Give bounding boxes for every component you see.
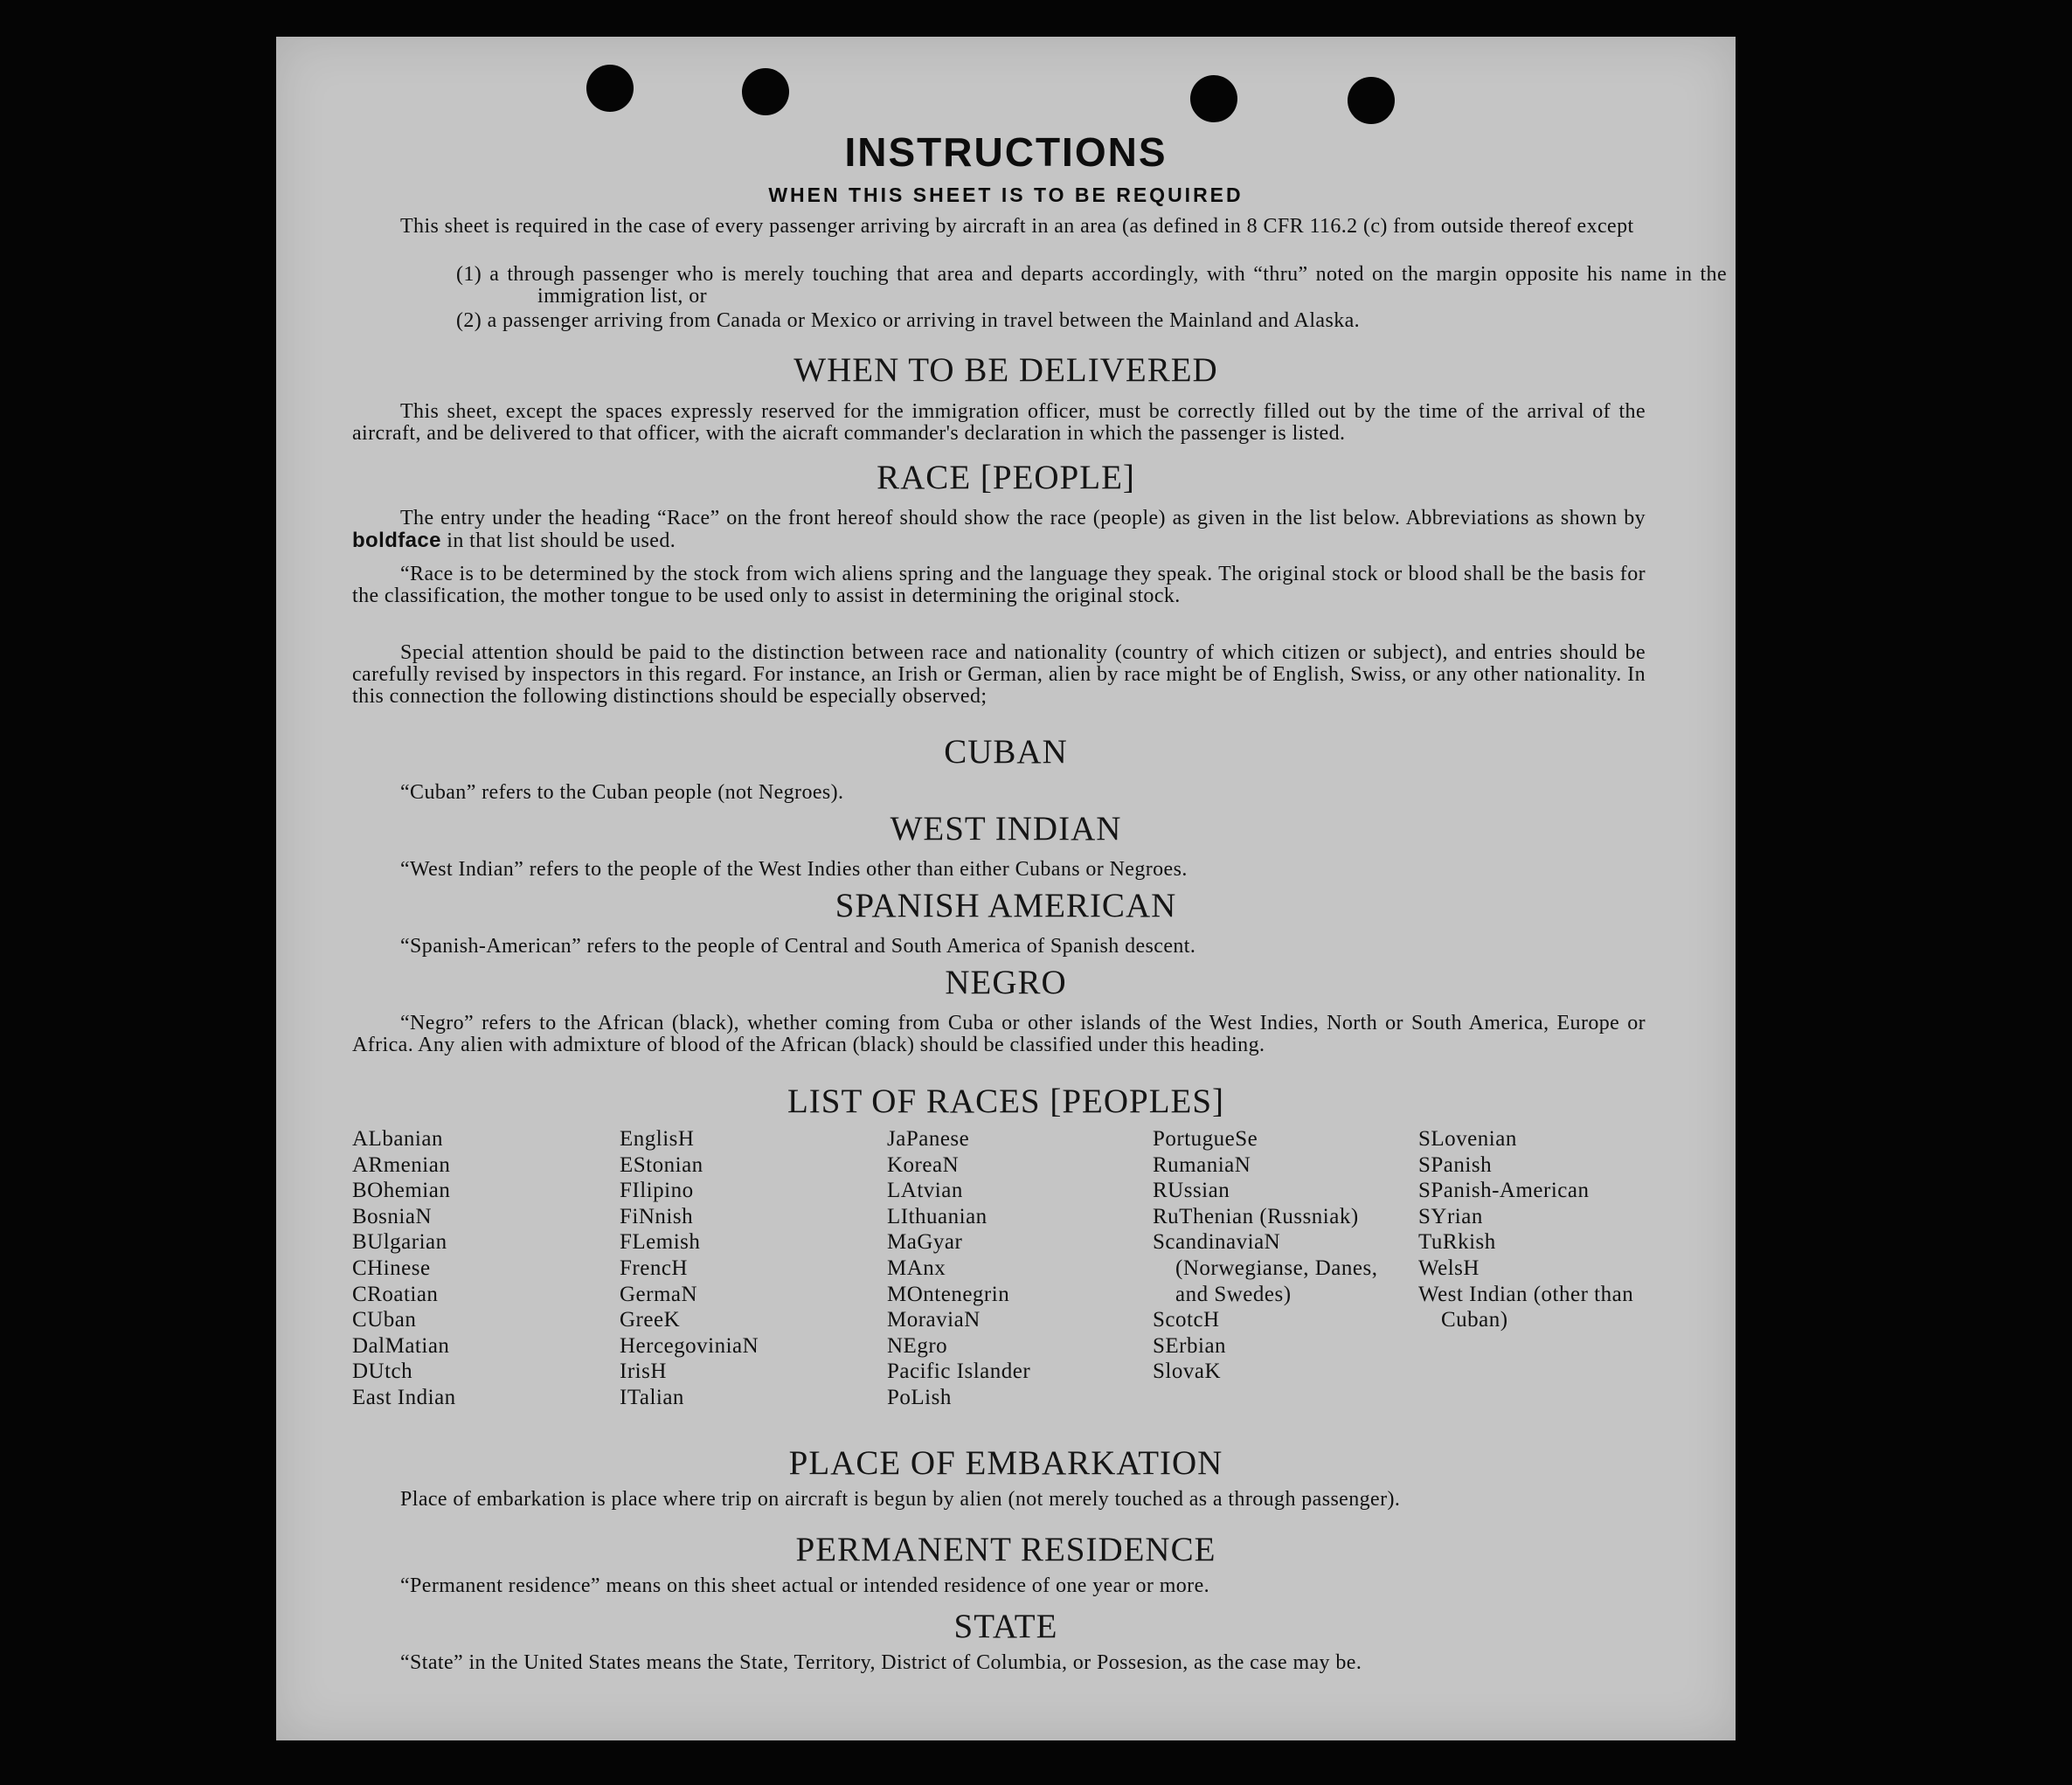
intro-paragraph: This sheet is required in the case of every passenger arriving by aircraft in an area (as defined in 8 CFR 116.2 (c) from outside thereof except — [400, 215, 1634, 238]
race-list-item: ARmenian — [352, 1152, 451, 1177]
race-list-column — [887, 1126, 1149, 1411]
race-list-item: IrisH — [620, 1360, 667, 1384]
cuban-paragraph: “Cuban” refers to the Cuban people (not Negroes). — [400, 781, 844, 804]
page-title: INSTRUCTIONS — [844, 129, 1168, 175]
race-list-item: GermaN — [620, 1282, 698, 1306]
race-list-item: MAnx — [887, 1256, 946, 1280]
section-heading-cuban: CUBAN — [944, 733, 1068, 771]
exception-item: (2) a passenger arriving from Canada or Mexico or arriving in travel between the Mainland and Alaska. — [456, 309, 1361, 332]
embarkation-paragraph: Place of embarkation is place where trip on aircraft is begun by alien (not merely touched as a through passenger). — [400, 1488, 1401, 1511]
race-list-item: PortugueSe — [1153, 1127, 1258, 1151]
race-list-item: MOntenegrin — [887, 1282, 1010, 1306]
section-heading-delivered: WHEN TO BE DELIVERED — [793, 351, 1218, 389]
race-list-item: JaPanese — [887, 1127, 970, 1151]
race-list-item: TuRkish — [1418, 1230, 1496, 1255]
race-list-item: BUlgarian — [352, 1230, 447, 1255]
section-heading-embarkation: PLACE OF EMBARKATION — [788, 1444, 1223, 1482]
section-heading-state: STATE — [953, 1608, 1058, 1645]
residence-paragraph: “Permanent residence” means on this sheet actual or intended residence of one year or more. — [400, 1574, 1210, 1597]
race-list-item: West Indian (other than Cuban) — [1418, 1282, 1634, 1332]
section-heading-race: RACE [PEOPLE] — [877, 459, 1135, 496]
page-subtitle: WHEN THIS SHEET IS TO BE REQUIRED — [768, 183, 1244, 206]
race-list-item: EnglisH — [620, 1127, 695, 1151]
race-list-column — [352, 1126, 614, 1411]
race-list-item: RuThenian (Russniak) — [1153, 1204, 1359, 1228]
race-list-item: FrencH — [620, 1256, 688, 1280]
race-list-item: SLovenian — [1418, 1127, 1517, 1151]
race-list-item: SYrian — [1418, 1204, 1483, 1228]
west-indian-paragraph: “West Indian” refers to the people of the West Indies other than either Cubans or Negroes. — [400, 858, 1188, 881]
race-list-column — [1153, 1126, 1393, 1385]
section-heading-spanish-american: SPANISH AMERICAN — [835, 887, 1177, 924]
race-list-item: FLemish — [620, 1230, 701, 1255]
race-list-item: CUban — [352, 1308, 417, 1332]
race-list-item: ScandinaviaN (Norwegianse, Danes, and Swedes) — [1153, 1230, 1378, 1306]
punch-hole — [586, 65, 634, 112]
race-list-item: BosniaN — [352, 1204, 432, 1228]
race-list-item: DalMatian — [352, 1333, 450, 1358]
race-list-item: GreeK — [620, 1308, 681, 1332]
race-list-item: RUssian — [1153, 1179, 1230, 1203]
section-heading-residence: PERMANENT RESIDENCE — [795, 1531, 1216, 1568]
boldface-term: boldface — [352, 529, 441, 552]
race-paragraph-1-end: in that list should be used. — [447, 529, 676, 552]
race-list-item: SErbian — [1153, 1333, 1227, 1358]
race-list-item: FIlipino — [620, 1179, 694, 1203]
race-list-item: KoreaN — [887, 1152, 960, 1177]
race-list-item: SPanish-American — [1418, 1179, 1590, 1203]
race-list-item: MaGyar — [887, 1230, 963, 1255]
race-paragraph-2: “Race is to be determined by the stock from wich aliens spring and the language they speak. The original stock or blood shall be the basis for the classification, the mother tongue to be used only to assist in determining the original stock. — [352, 563, 1646, 607]
race-list-item: MoraviaN — [887, 1308, 981, 1332]
race-paragraph-3: Special attention should be paid to the distinction between race and nationality (country of which citizen or subject), and entries should be carefully revised by inspectors in this regard. For instance, an Irish or German, alien by race might be of English, Swiss, or any other nationality. In this connection the following distinctions should be especially observed; — [352, 641, 1646, 708]
punch-hole — [742, 68, 789, 115]
race-list-item: DUtch — [352, 1360, 413, 1384]
document-sheet — [276, 37, 1736, 1740]
race-list-item: LIthuanian — [887, 1204, 987, 1228]
race-list-item: ALbanian — [352, 1127, 443, 1151]
negro-paragraph: “Negro” refers to the African (black), whether coming from Cuba or other islands of the West Indies, North or South America, Europe or Africa. Any alien with admixture of blood of the African (black) should be classified under this heading. — [352, 1012, 1646, 1056]
delivered-paragraph: This sheet, except the spaces expressly reserved for the immigration officer, must be correctly filled out by the time of the arrival of the aircraft, and be delivered to that officer, with the aicraft commander's declaration in which the passenger is listed. — [352, 400, 1646, 445]
race-list-item: CRoatian — [352, 1282, 439, 1306]
race-paragraph-1-text: The entry under the heading “Race” on the front hereof should show the race (people) as given in the list below. Abbreviations as shown by — [400, 507, 1646, 529]
race-list-item: HercegoviniaN — [620, 1333, 759, 1358]
race-list-item: SlovaK — [1153, 1360, 1221, 1384]
race-list-item: WelsH — [1418, 1256, 1480, 1280]
race-list-item: FiNnish — [620, 1204, 694, 1228]
spanish-american-paragraph: “Spanish-American” refers to the people of Central and South America of Spanish descent. — [400, 935, 1196, 958]
race-list-item: ScotcH — [1153, 1308, 1220, 1332]
race-list-item: NEgro — [887, 1333, 948, 1358]
exception-item: (1) a through passenger who is merely touching that area and departs accordingly, with “thru” noted on the margin opposite his name in the immigration list, or — [456, 263, 1727, 308]
race-list-item: CHinese — [352, 1256, 431, 1280]
race-list-item: ITalian — [620, 1385, 684, 1409]
section-heading-west-indian: WEST INDIAN — [890, 810, 1122, 848]
race-list-item: East Indian — [352, 1385, 456, 1409]
race-list-item: SPanish — [1418, 1152, 1493, 1177]
section-heading-list: LIST OF RACES [PEOPLES] — [787, 1083, 1225, 1120]
state-paragraph: “State” in the United States means the State, Territory, District of Columbia, or Possesion, as the case may be. — [400, 1651, 1362, 1674]
race-paragraph-1 — [352, 508, 1646, 552]
race-list-item: EStonian — [620, 1152, 703, 1177]
race-list-item: LAtvian — [887, 1179, 963, 1203]
race-list-item: Pacific Islander — [887, 1360, 1031, 1384]
race-list-item: RumaniaN — [1153, 1152, 1251, 1177]
race-list-item: PoLish — [887, 1385, 952, 1409]
race-list-column — [1418, 1126, 1650, 1333]
section-heading-negro: NEGRO — [945, 964, 1067, 1001]
punch-hole — [1348, 77, 1395, 124]
race-list-column — [620, 1126, 882, 1411]
punch-hole — [1190, 75, 1237, 122]
race-list-item: BOhemian — [352, 1179, 451, 1203]
